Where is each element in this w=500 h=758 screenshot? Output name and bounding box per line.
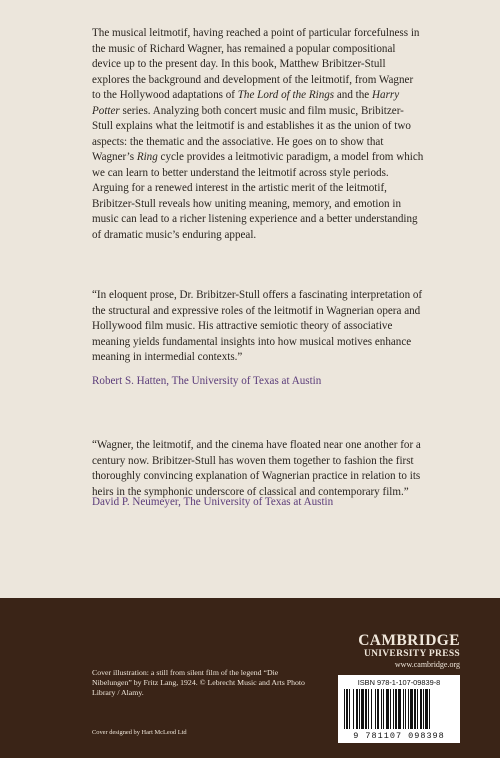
barcode-icon xyxy=(342,689,456,729)
cover-designer-credit: Cover designed by Hart McLeod Ltd xyxy=(92,729,187,736)
publisher-logo xyxy=(336,633,460,670)
isbn-label: ISBN 978-1-107-09839-8 xyxy=(357,678,441,687)
blurb-title-ring: Ring xyxy=(136,151,158,163)
blurb-text: series. Analyzing both concert music and film music, Bribitzer-Stull explains what the leitmotif is and establishes it as the union of two aspects: the thematic and the associative. He goes on to show that Wagner’s xyxy=(92,104,411,163)
blurb-text: cycle provides a leitmotivic paradigm, a model from which we can learn to better understand the leitmotif across style periods. Arguing for a renewed interest in the artistic merit of the leitmotif, Bribitzer-Stull reveals how uniting meaning, memory, and emotion in music can lead to a richer listening experience and a better understanding of dramatic music’s enduring appeal. xyxy=(92,151,424,241)
blurb-title-harry-potter: Harry Potter xyxy=(92,89,400,117)
blurb-text: The musical leitmotif, having reached a point of particular forcefulness in the music of Richard Wagner, has remained a popular compositional device up to the present day. In this book, Matthew Bribitzer-Stull explores the background and development of the leitmotif, from Wagner to the Hollywood adaptations of xyxy=(92,27,420,101)
endorsement-quote: “In eloquent prose, Dr. Bribitzer-Stull offers a fascinating interpretation of the structural and expressive roles of the leitmotif in Wagnerian opera and Hollywood film music. His attractive semiotic theory of associative meaning yields fundamental insights into how musical motives enhance meaning in intermedial contexts.” xyxy=(92,289,423,363)
endorsement-attribution: Robert S. Hatten, The University of Texas at Austin xyxy=(92,375,322,387)
cover-illustration-credit: Cover illustration: a still from silent film of the legend “Die Nibelungen” by Fritz Lang, 1924. © Lebrecht Music and Arts Photo Library / Alamy. xyxy=(92,668,305,698)
blurb-text: and the xyxy=(334,89,373,101)
isbn-barcode-panel xyxy=(338,675,460,743)
publisher-footer xyxy=(0,598,500,758)
endorsement-attribution: David P. Neumeyer, The University of Texas at Austin xyxy=(92,496,334,508)
blurb-title-lotr: The Lord of the Rings xyxy=(237,89,335,101)
publisher-press: UNIVERSITY PRESS xyxy=(363,649,460,659)
publisher-url: www.cambridge.org xyxy=(394,660,460,669)
barcode-digits: 9 781107 098398 xyxy=(353,731,445,741)
publisher-name: CAMBRIDGE xyxy=(358,632,460,649)
book-description xyxy=(92,26,424,243)
endorsement-quote: “Wagner, the leitmotif, and the cinema have floated near one another for a century now. Bribitzer-Stull has woven them together to fashion the first thoroughly convincing explanation of Wagnerian practice in relation to its heirs in the symphonic underscore of classical and contemporary film.” xyxy=(92,439,421,498)
